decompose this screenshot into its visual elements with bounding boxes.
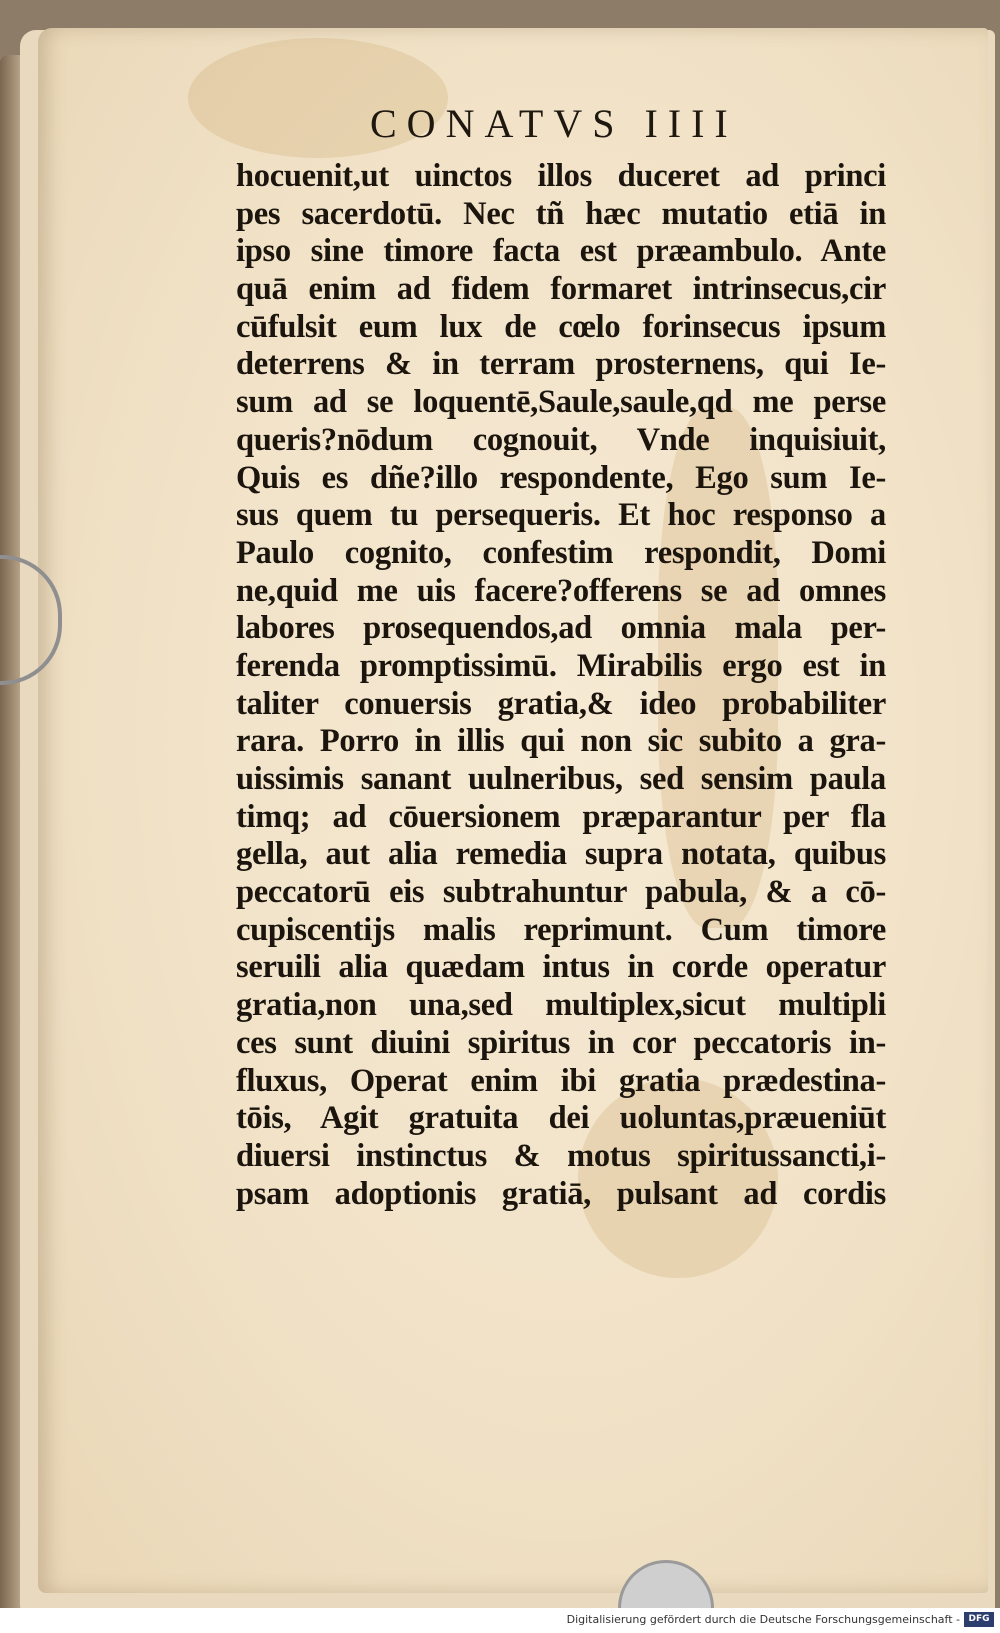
text-line: ferenda promptissimū. Mirabilis ergo est in [236,647,886,684]
text-line: ipso sine timore facta est præambulo. Ante [236,233,886,270]
text-line: quā enim ad fidem formaret intrinsecus,cir [236,271,886,308]
text-line: tōis, Agit gratuita dei uoluntas,præueniūt [236,1100,886,1137]
text-line: diuersi instinctus & motus spiritussancti,i- [236,1137,886,1174]
footer-bar [0,1608,1000,1633]
text-line: sum ad se loquentē,Saule,saule,qd me perse [236,384,886,421]
text-line: rara. Porro in illis qui non sic subito a gra- [236,723,886,760]
text-line: seruili alia quædam intus in corde operatur [236,949,886,986]
text-line: ne,quid me uis facere?offerens se ad omnes [236,572,886,609]
text-line: taliter conuersis gratia,& ideo probabiliter [236,685,886,722]
text-line: Paulo cognito, confestim respondit, Domi [236,534,886,571]
text-line: gratia,non una,sed multiplex,sicut multipli [236,987,886,1024]
dfg-logo: DFG [964,1612,994,1627]
text-line: peccatorū eis subtrahuntur pabula, & a cō- [236,874,886,911]
footer-credit: Digitalisierung gefördert durch die Deutsche Forschungsgemeinschaft - [566,1613,960,1626]
text-line: ces sunt diuini spiritus in cor peccatoris in- [236,1024,886,1061]
text-line: Quis es dñe?illo respondente, Ego sum Ie- [236,459,886,496]
text-line: hocuenit,ut uinctos illos duceret ad princi [236,158,886,194]
text-block [236,158,886,1213]
text-line: psam adoptionis gratiā, pulsant ad cordis [236,1175,886,1212]
text-line: queris?nōdum cognouit, Vnde inquisiuit, [236,421,886,458]
text-line: cupiscentijs malis reprimunt. Cum timore [236,911,886,948]
text-line: sus quem tu persequeris. Et hoc responso a [236,497,886,534]
running-head: CONATVS IIII [370,101,738,146]
text-line: uissimis sanant uulneribus, sed sensim paula [236,761,886,797]
text-line: pes sacerdotū. Nec tñ hæc mutatio etiā in [236,195,886,232]
text-line: cūfulsit eum lux de cœlo forinsecus ipsum [236,308,886,345]
text-line: fluxus, Operat enim ibi gratia prædestina- [236,1062,886,1099]
text-line: gella, aut alia remedia supra notata, quibus [236,836,886,873]
text-line: timq; ad cōuersionem præparantur per fla [236,798,886,835]
text-line: deterrens & in terram prosternens, qui Ie- [236,346,886,383]
text-line: labores prosequendos,ad omnia mala per- [236,610,886,647]
